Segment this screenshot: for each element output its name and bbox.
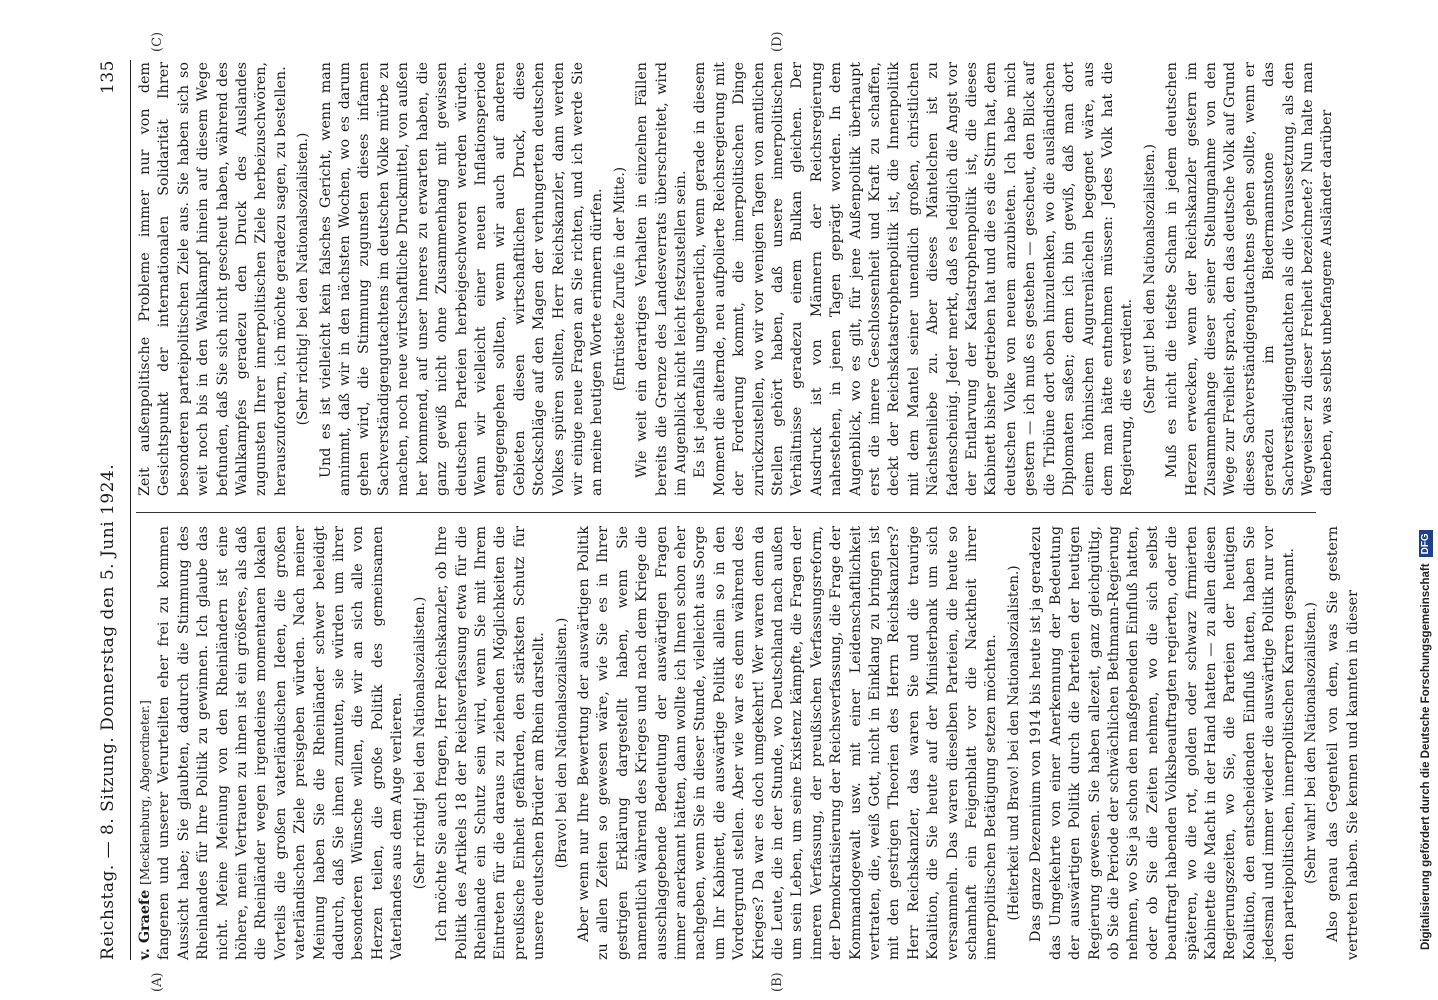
interjection: (Sehr richtig! bei den Nationalsozialisten.) [295, 132, 312, 426]
interjection: (Sehr gut! bei den Nationalsozialisten.) [1141, 144, 1158, 414]
margin-marker-c: (C) [150, 31, 165, 52]
right-column [136, 62, 1336, 496]
paragraph: Muß es nicht die tiefste Scham in jedem deutschen Herzen erwecken, wenn der Reichskanzler gestern im Zusammenhange dieser seiner Stellungnahme von den Wege zur Freiheit sprach, den das deutsche Volk auf Grund dieses Sachverständigengutachtens gehen sollte, wenn er geradezu im Biedermannstone das Sachverständigengutachten als die Voraussetzung, als den Wegweiser zu dieser Freiheit bezeichnete? Nun halte man daneben, was selbst unbefangene Ausländer darüber [1164, 62, 1336, 496]
paragraph: Ich möchte Sie auch fragen, Herr Reichskanzler, ob Ihre Politik des Artikels 18 der Reichsverfassung etwa für die Rheinlande ein Schutz sein wird, wenn Sie mit Ihrem Eintreten für die daraus zu ziehenden Möglichkeiten die preußische Einheit gefährden, den stärksten Schutz für unsere deutschen Brüder am Rhein darstellt. [434, 526, 548, 960]
margin-marker-b: (B) [770, 972, 785, 992]
paragraph: Also genau das Gegenteil von dem, was Sie gestern vertreten haben. Sie kennen und kannten in dieser [1325, 526, 1361, 960]
paragraph: Es ist jedenfalls ungeheuerlich, wenn gerade in diesem Moment die alternde, neu aufpolierte Reichsregierung mit der Forderung kommt, die innerpolitischen Dinge zurückzustellen, wo wir vor wenigen Tagen von amtlichen Stellen gehört haben, daß unsere innerpolitischen Verhältnisse geradezu einem Bulkan gleichen. Der Ausdruck ist von Männern der Reichsregierung nahestehen, in jenen Tagen geprägt worden. In dem Augenblick, wo es gilt, für jene Außenpolitik überhaupt erst die innere Geschlossenheit und Kraft zu schaffen, deckt der Reichskatastrophenpolitik ist, die Innenpolitik mit dem Mantel seiner unendlich großen, christlichen Nächstenliebe zu. Aber dieses Mäntelchen ist zu fadenscheinig. Jeder merkt, daß es lediglich die Angst vor der Entlarvung der Katastrophenpolitik ist, die dieses Kabinett bisher getrieben hat und die es die Stirn hat, dem deutschen Volke von neuem anzubieten. Ich habe mich gestern — ich muß es gestehen — gescheut, den Blick auf die Tribüne dort oben hinzulenken, wo die ausländischen Diplomaten saßen; denn ich bin gewiß, daß man dort einem höhnischen Augurenlächeln begegnet wäre, aus dem man hätte entnehmen müssen: Jedes Volk hat die Regierung, die es verdient. [692, 62, 1136, 496]
margin-marker-a: (A) [150, 972, 165, 992]
credit-text-line [1414, 0, 1438, 990]
header-rule [130, 60, 131, 960]
margin-marker-d: (D) [770, 31, 785, 52]
speaker-affiliation: [Mecklenburg, Abgeordneter.] [138, 700, 152, 885]
interjection: (Bravo! bei den Nationalsozialisten.) [553, 617, 570, 869]
interjection: (Sehr richtig! bei den Nationalsozialisten.) [411, 596, 428, 890]
dfg-logo: DFG [1419, 530, 1433, 557]
paragraph: Wie weit ein derartiges Verhalten in einzelnen Fällen bereits die Grenze des Landesverrats überschreitet, wird im Augenblick nicht leicht festzustellen sein. [634, 62, 689, 496]
digitization-credit [1410, 10, 1434, 990]
speaker-line [136, 526, 155, 960]
paragraph: Aber wenn nur Ihre Bewertung der auswärtigen Politik zu allen Zeiten so gewesen wäre, wie Sie es in Ihrer gestrigen Erklärung dargestellt haben, wenn Sie namentlich während des Krieges und nach dem Kriege die ausschlaggebende Bedeutung der auswärtigen Fragen immer anerkannt hätten, dann wollte ich Ihnen schon eher nachgeben, wenn Sie in dieser Stunde, vielleicht aus Sorge um Ihr Kabinett, die auswärtige Politik allein so in den Vordergrund stellen. Aber wie war es denn während des Krieges? Da war es doch umgekehrt! Wer waren denn da die Leute, die in der Stunde, wo Deutschland nach außen um sein Leben, um seine Existenz kämpfte, die Fragen der inneren Verfassung, der preußischen Verfassungsreform, der Demokratisierung der Reichsverfassung, die Frage der Kommandogewalt usw. mit einer Leidenschaftlichkeit vertraten, die, weiß Gott, nicht in Einklang zu bringen ist mit den gestrigen Theorien des Herrn Reichskanzlers? Herr Reichskanzler, das waren Sie und die traurige Koalition, die Sie heute auf der Ministerbank um sich versammeln. Das waren dieselben Parteien, die heute so schamhaft ein Feigenblatt vor die Nacktheit ihrer innerpolitischen Betätigung setzen möchten. [575, 526, 1000, 960]
paragraph: fangenen und unserer Verurteilten eher frei zu kommen Aussicht habe; Sie glaubten, dadurch die Stimmung des Rheinlandes für Ihre Politik zu gewinnen. Ich glaube das nicht. Meine Meinung von den Rheinländern ist eine höhere, mein Vertrauen zu ihnen ist ein größeres, als daß die Rheinländer wegen irgendeines momentanen lokalen Vorteils die großen vaterländischen Ideen, die großen vaterländischen Ziele preisgeben würden. Nach meiner Meinung haben Sie die Rheinländer schwer beleidigt dadurch, daß Sie ihnen zumuten, sie würden um ihrer besonderen Wünsche willen, die wir an sich alle von Herzen teilen, die große Politik des gemeinsamen Vaterlandes aus dem Auge verlieren. [156, 526, 406, 960]
page-header [98, 60, 126, 960]
column-divider [136, 512, 1316, 513]
rotated-page [90, 0, 1361, 1000]
paragraph: Und es ist vielleicht kein falsches Gericht, wenn man annimmt, daß wir in den nächsten Wochen, wo es darum gehen wird, die Stimmung zugunsten dieses infamen Sachverständigengutachtens im deutschen Volke mürbe zu machen, noch neue wirtschaftliche Druckmittel, von außen her kommend, auf unser Inneres zu erwarten haben, die ganz gewiß nicht ohne Zusammenhang mit gewissen deutschen Parteien herbeigeschworen werden würden. Wenn wir vielleicht einer neuen Inflationsperiode entgegengehen sollten, wenn wir auch auf anderen Gebieten diesen wirtschaftlichen Druck, diese Stockschläge auf den Magen der verhungerten deutschen Volkes spüren sollten, Herr Reichskanzler, dann werden wir einige neue Fragen an Sie richten, und ich werde Sie an meine heutigen Worte erinnern dürfen. [317, 62, 606, 496]
speaker-name: v. Graefe [137, 889, 153, 960]
interjection: (Entrüstete Zurufe in der Mitte.) [611, 166, 628, 392]
credit-text: Digitalisierung gefördert durch die Deutsche Forschungsgemeinschaft [1420, 563, 1432, 950]
page-number: 135 [98, 60, 118, 94]
running-title: Reichstag. — 8. Sitzung. Donnerstag den 5. Juni 1924. [98, 463, 118, 960]
left-column [136, 526, 1361, 960]
interjection: (Sehr wahr! bei den Nationalsozialisten.) [1302, 602, 1319, 884]
paragraph: Das ganze Dezennium von 1914 bis heute ist ja geradezu das Umgekehrte von einer Anerkennung der Bedeutung der auswärtigen Politik durch die Parteien der heutigen Regierung gewesen. Sie haben allezeit, ganz gleichgültig, ob Sie die Periode der schwächlichen Bethmann-Regierung nehmen, wo Sie ja schon den maßgebenden Einfluß hatten, oder ob Sie die Zeiten nehmen, wo die sich selbst beauftragt habenden Volksbeauftragten regierten, oder die späteren, wo die rot, golden oder schwarz firmierten Kabinette die Macht in der Hand hatten — zu allen diesen Regierungszeiten, wo Sie, die Parteien der heutigen Koalition, den entscheidenden Einfluß hatten, haben Sie jedesmal und immer wieder die auswärtige Politik nur vor den parteipolitischen, innerpolitischen Karren gespannt. [1028, 526, 1297, 960]
paragraph: Zeit außenpolitische Probleme immer nur von dem Gesichtspunkt der internationalen Solidarität Ihrer besonderen parteipolitischen Ziele aus. Sie haben sich so weit noch bis in den Wahlkampf hinein auf diesem Wege befunden, daß Sie sich nicht gescheut haben, während des Wahlkampfes geradezu den Druck des Auslandes zugunsten Ihrer innerpolitischen Ziele herbeizuschwören, herauszufordern, ich möchte geradezu sagen, zu bestellen. [137, 62, 289, 496]
interjection: (Heiterkeit und Bravo! bei den Nationalsozialisten.) [1005, 565, 1022, 921]
